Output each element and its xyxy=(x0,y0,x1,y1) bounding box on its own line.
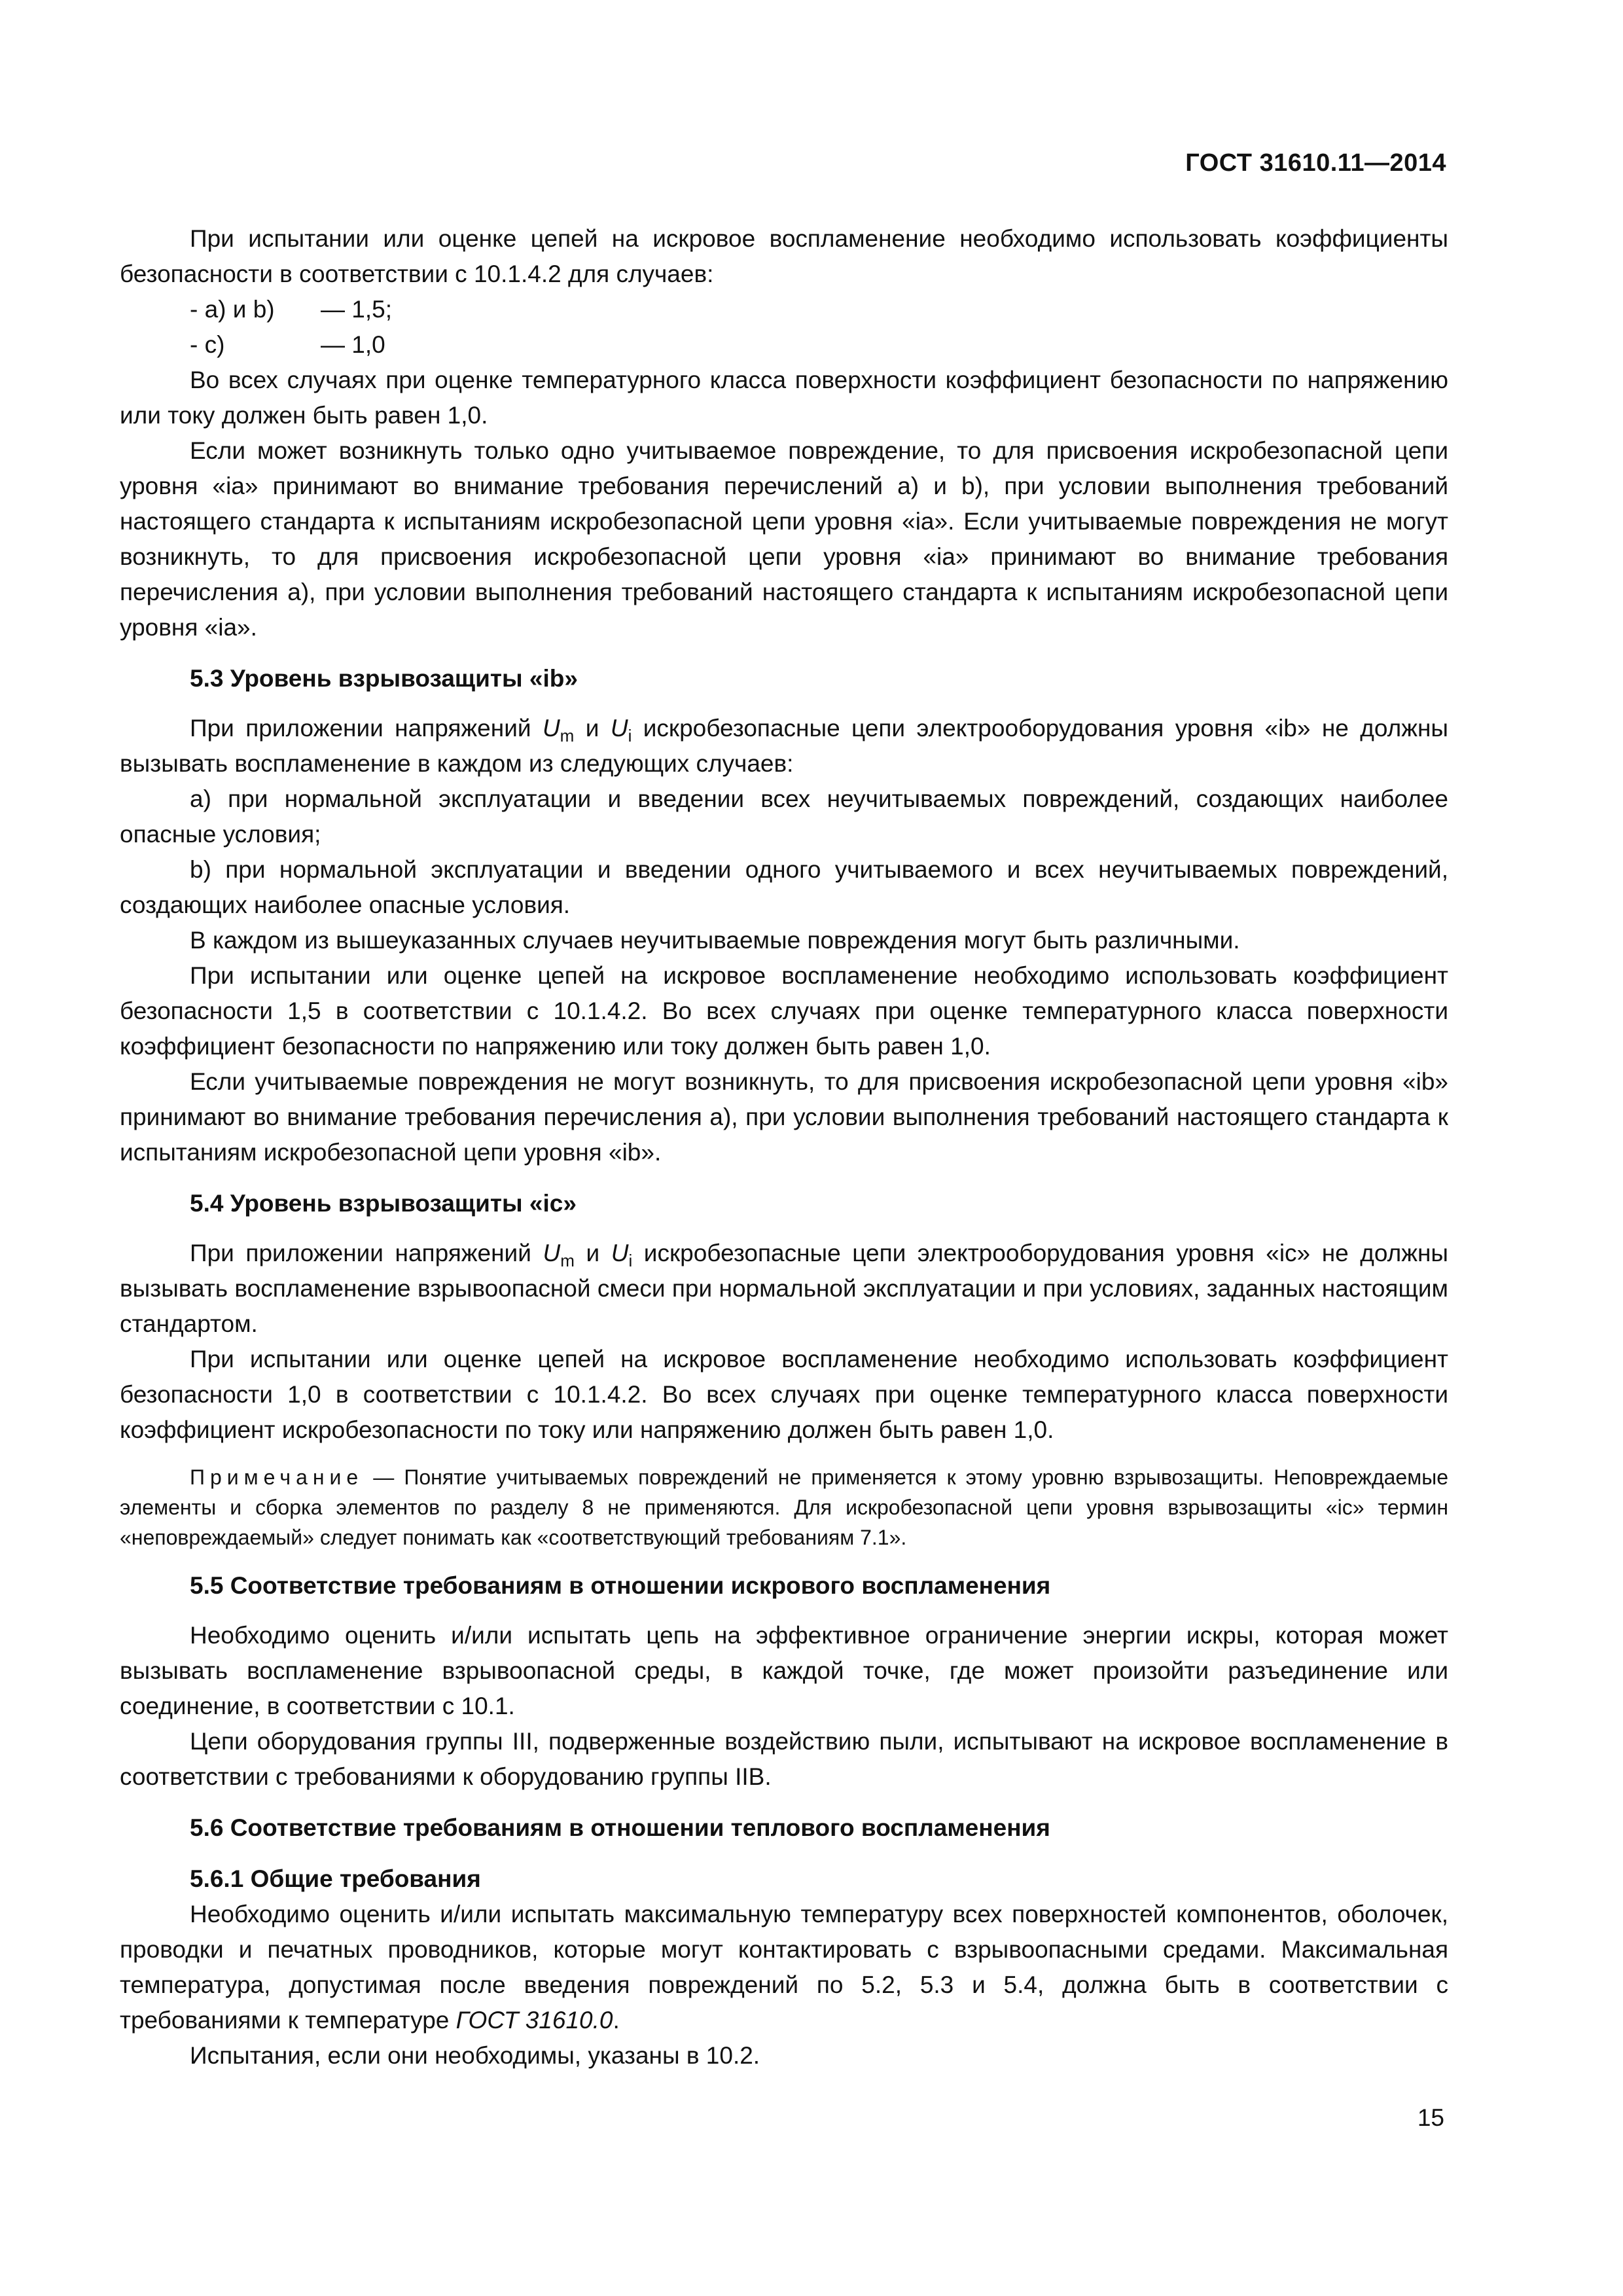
paragraph: Во всех случаях при оценке температурного класса поверхности коэффициент безопасности по напряжению или току должен быть равен 1,0. xyxy=(120,367,1448,429)
subscript: m xyxy=(560,726,575,745)
text-span: При приложении напряжений xyxy=(190,715,531,742)
text-span: искробезопасные цепи электрооборудования уровня «ib» не должны вызывать воспламенение в каждом из следующих случаев: xyxy=(120,715,1448,777)
subsection-heading-5-6-1: 5.6.1 Общие требования xyxy=(190,1865,481,1892)
paragraph: Если учитываемые повреждения не могут возникнуть, то для присвоения искробезопасной цепи уровня «ib» принимают во внимание требования перечисления a), при условии выполнения требований настоящего стандарта к испытаниям искробезопасной цепи уровня «ib». xyxy=(120,1068,1448,1166)
variable-u: U xyxy=(543,1240,561,1266)
text-span: Необходимо оценить и/или испытать максимальную температуру всех поверхностей компонентов, оболочек, проводки и печатных проводников, которые могут контактировать с взрывоопасными средами. Максимальная температура, допустимая после введения повреждений по 5.2, 5.3 и 5.4, должна быть в соответствии с требованиями к температуре xyxy=(120,1901,1448,2034)
paragraph: В каждом из вышеуказанных случаев неучитываемые повреждения могут быть различными. xyxy=(190,927,1240,954)
paragraph xyxy=(120,711,1448,781)
note-label: Примечание xyxy=(190,1465,364,1489)
case-label: - a) и b) xyxy=(190,296,275,323)
variable-u: U xyxy=(610,715,628,742)
page-body xyxy=(120,221,1448,2073)
variable-u: U xyxy=(542,715,560,742)
list-item-a: a) при нормальной эксплуатации и введении всех неучитываемых повреждений, создающих наиболее опасные условия; xyxy=(120,785,1448,848)
subscript: i xyxy=(628,726,632,745)
paragraph: Необходимо оценить и/или испытать цепь на эффективное ограничение энергии искры, которая может вызывать воспламенение взрывоопасной среды, в каждой точке, где может произойти разъединение или соединение, в соответствии с 10.1. xyxy=(120,1622,1448,1719)
paragraph: При испытании или оценке цепей на искровое воспламенение необходимо использовать коэффициенты безопасности в соответствии с 10.1.4.2 для случаев: xyxy=(120,225,1448,287)
paragraph xyxy=(120,1236,1448,1342)
text-span: искробезопасные цепи электрооборудования уровня «ic» не должны вызывать воспламенение взрывоопасной смеси при нормальной эксплуатации и при условиях, заданных настоящим стандартом. xyxy=(120,1240,1449,1337)
case-list-item xyxy=(120,292,1448,327)
section-heading-5-3: 5.3 Уровень взрывозащиты «ib» xyxy=(190,665,578,692)
paragraph: При испытании или оценке цепей на искровое воспламенение необходимо использовать коэффициент безопасности 1,0 в соответствии с 10.1.4.2. Во всех случаях при оценке температурного класса поверхности коэффициент искробезопасности по току или напряжению должен быть равен 1,0. xyxy=(120,1346,1448,1443)
paragraph: Если может возникнуть только одно учитываемое повреждение, то для присвоения искробезопасной цепи уровня «ia» принимают во внимание требования перечислений a) и b), при условии выполнения требований настоящего стандарта к испытаниям искробезопасной цепи уровня «ia». Если учитываемые повреждения не могут возникнуть, то для присвоения искробезопасной цепи уровня «ia» принимают во внимание требования перечисления a), при условии выполнения требований настоящего стандарта к испытаниям искробезопасной цепи уровня «ia». xyxy=(120,437,1448,641)
paragraph: При испытании или оценке цепей на искровое воспламенение необходимо использовать коэффициент безопасности 1,5 в соответствии с 10.1.4.2. Во всех случаях при оценке температурного класса поверхности коэффициент безопасности по напряжению или току должен быть равен 1,0. xyxy=(120,962,1448,1060)
case-list-item xyxy=(120,327,1448,363)
note xyxy=(120,1462,1448,1552)
paragraph: Испытания, если они необходимы, указаны в 10.2. xyxy=(190,2042,760,2069)
note-text: — Понятие учитываемых повреждений не применяется к этому уровню взрывозащиты. Неповреждаемые элементы и сборка элементов по разделу 8 не применяются. Для искробезопасной цепи уровня взрывозащиты «ic» термин «неповреждаемый» следует понимать как «соответствующий требованиям 7.1». xyxy=(120,1465,1449,1549)
document-id-header: ГОСТ 31610.11—2014 xyxy=(1185,149,1446,177)
standard-reference: ГОСТ 31610.0 xyxy=(455,2007,613,2034)
text-span: При приложении напряжений xyxy=(190,1240,531,1266)
variable-u: U xyxy=(611,1240,629,1266)
subscript: i xyxy=(628,1251,633,1270)
section-heading-5-6: 5.6 Соответствие требованиям в отношении теплового воспламенения xyxy=(190,1814,1050,1841)
paragraph xyxy=(120,1897,1448,2038)
subscript: m xyxy=(560,1251,575,1270)
page-number: 15 xyxy=(1417,2104,1444,2131)
section-heading-5-5: 5.5 Соответствие требованиям в отношении искрового воспламенения xyxy=(190,1572,1051,1599)
section-heading-5-4: 5.4 Уровень взрывозащиты «ic» xyxy=(190,1190,577,1217)
list-item-b: b) при нормальной эксплуатации и введении одного учитываемого и всех неучитываемых повреждений, создающих наиболее опасные условия. xyxy=(120,856,1448,918)
text-span: . xyxy=(613,2007,620,2034)
case-label: - c) xyxy=(190,331,225,358)
text-span: и xyxy=(585,715,599,742)
text-span: и xyxy=(586,1240,600,1266)
paragraph: Цепи оборудования группы III, подверженные воздействию пыли, испытывают на искровое воспламенение в соответствии с требованиями к оборудованию группы IIB. xyxy=(120,1728,1448,1790)
case-value: — 1,0 xyxy=(321,331,385,358)
case-value: — 1,5; xyxy=(321,296,392,323)
